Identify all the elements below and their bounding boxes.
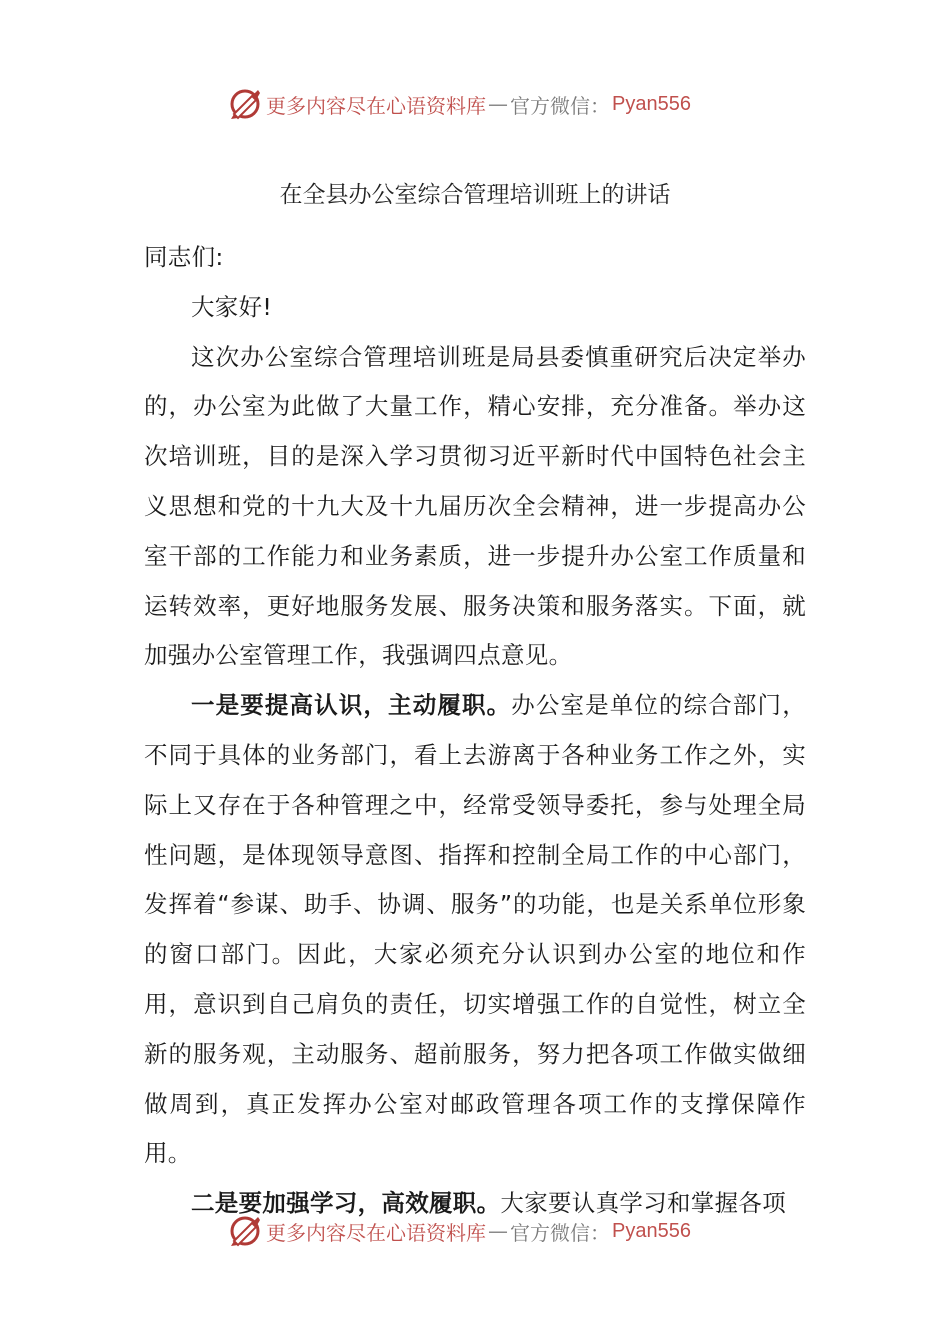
document-body [144,233,806,1229]
banner-wechat-id: Pyan556 [612,92,691,115]
banner-separator: — [488,92,508,116]
banner-official-label: 官方微信： [510,1220,610,1245]
document-title: 在全县办公室综合管理培训班上的讲话 [279,182,671,208]
pen-logo-icon [228,87,262,121]
banner-official-label: 官方微信： [510,93,610,118]
banner-brand-text: 更多内容尽在心语资料库 [266,1220,486,1245]
point-one-heading: 一是要提高认识，主动履职。 [191,691,512,720]
point-one-paragraph [144,681,806,1179]
intro-paragraph: 这次办公室综合管理培训班是局县委慎重研究后决定举办的，办公室为此做了大量工作，精心安排，充分准备。举办这次培训班，目的是深入学习贯彻习近平新时代中国特色社会主义思想和党的十九大及十九届历次全会精神，进一步提高办公室干部的工作能力和业务素质，进一步提升办公室工作质量和运转效率，更好地服务发展、服务决策和服务落实。下面，就加强办公室管理工作，我强调四点意见。 [144,342,806,670]
point-two-heading: 二是要加强学习，高效履职。 [191,1189,501,1218]
footer-banner [228,1211,691,1251]
pen-logo-icon [228,1214,262,1248]
header-banner [228,84,691,124]
banner-brand-text: 更多内容尽在心语资料库 [266,93,486,118]
salutation: 同志们: [144,243,224,271]
banner-separator: — [488,1219,508,1243]
point-two-body: 大家要认真学习和掌握各项 [500,1189,787,1218]
point-one-body: 办公室是单位的综合部门，不同于具体的业务部门，看上去游离于各种业务工作之外，实际上又存在于各种管理之中，经常受领导委托，参与处理全局性问题，是体现领导意图、指挥和控制全局工作的中心部门，发挥着“参谋、助手、协调、服务”的功能，也是关系单位形象的窗口部门。因此，大家必须充分认识到办公室的地位和作用，意识到自己肩负的责任，切实增强工作的自觉性，树立全新的服务观，主动服务、超前服务，努力把各项工作做实做细做周到，真正发挥办公室对邮政管理各项工作的支撑保障作用。 [144,691,806,1168]
banner-wechat-id: Pyan556 [612,1219,691,1242]
greeting: 大家好! [191,292,273,321]
